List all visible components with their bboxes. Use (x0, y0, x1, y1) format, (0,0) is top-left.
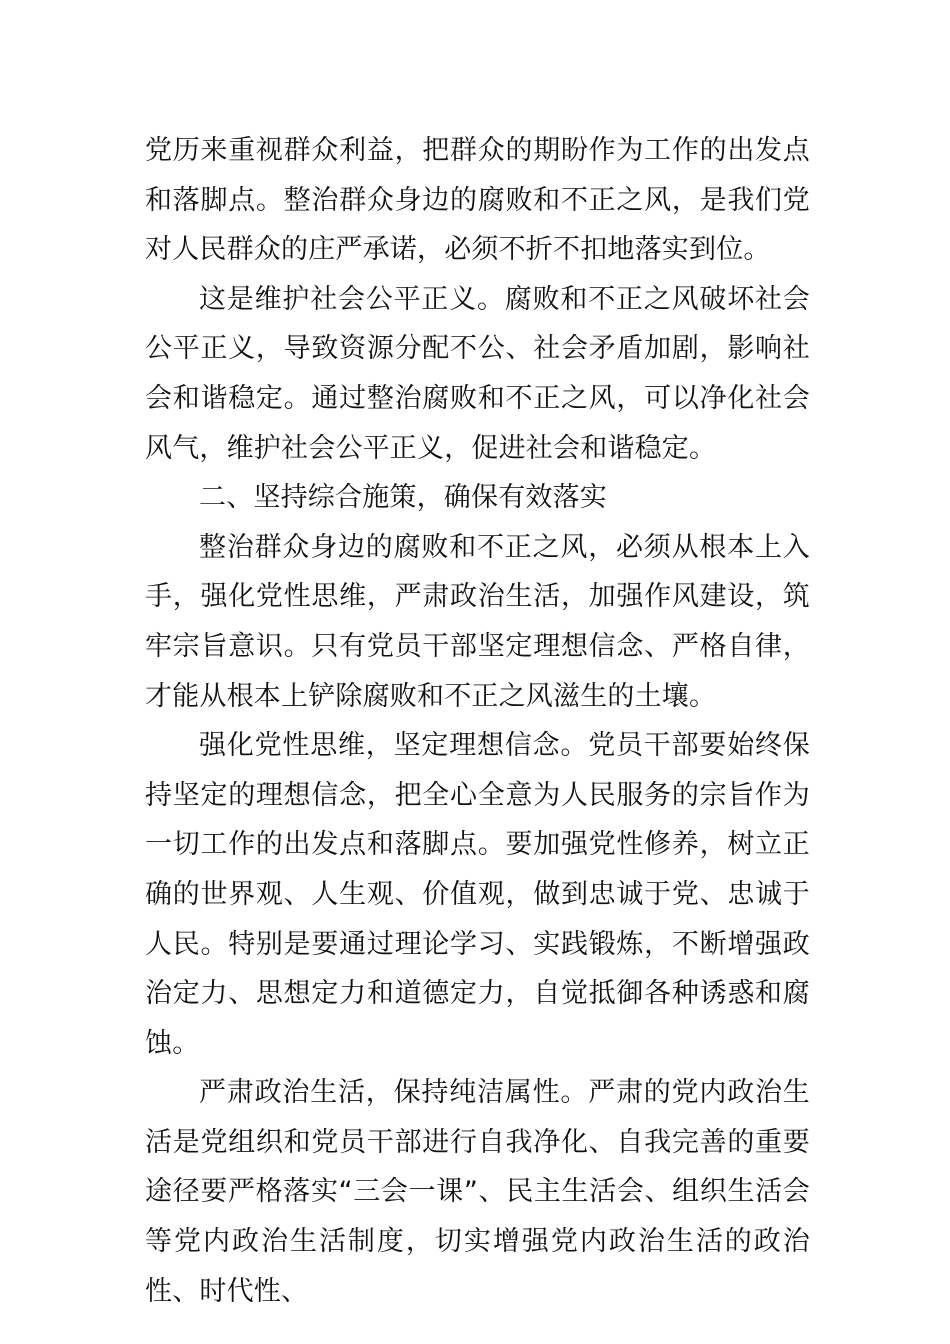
paragraph-root-cause: 整治群众身边的腐败和不正之风，必须从根本上入手，强化党性思维，严肃政治生活，加强作风建设，筑牢宗旨意识。只有党员干部坚定理想信念、严格自律，才能从根本上铲除腐败和不正之风滋生的土壤。 (145, 531, 810, 712)
paragraph-fairness: 这是维护社会公平正义。腐败和不正之风破坏社会公平正义，导致资源分配不公、社会矛盾加剧，影响社会和谐稳定。通过整治腐败和不正之风，可以净化社会风气，维护社会公平正义，促进社会和谐稳定。 (145, 283, 810, 464)
document-body (145, 126, 810, 1316)
section-heading: 二、坚持综合施策，确保有效落实 (199, 482, 607, 514)
paragraph-continued: 党历来重视群众利益，把群众的期盼作为工作的出发点和落脚点。整治群众身边的腐败和不正之风，是我们党对人民群众的庄严承诺，必须不折不扣地落实到位。 (145, 135, 810, 266)
paragraph-political-life: 严肃政治生活，保持纯洁属性。严肃的党内政治生活是党组织和党员干部进行自我净化、自我完善的重要途径要严格落实“三会一课”、民主生活会、组织生活会等党内政治生活制度，切实增强党内政治生活的政治性、时代性、 (145, 1077, 810, 1307)
paragraph-party-thinking: 强化党性思维，坚定理想信念。党员干部要始终保持坚定的理想信念，把全心全意为人民服务的宗旨作为一切工作的出发点和落脚点。要加强党性修养，树立正确的世界观、人生观、价值观，做到忠诚于党、忠诚于人民。特别是要通过理论学习、实践锻炼，不断增强政治定力、思想定力和道德定力，自觉抵御各种诱惑和腐蚀。 (145, 730, 810, 1059)
